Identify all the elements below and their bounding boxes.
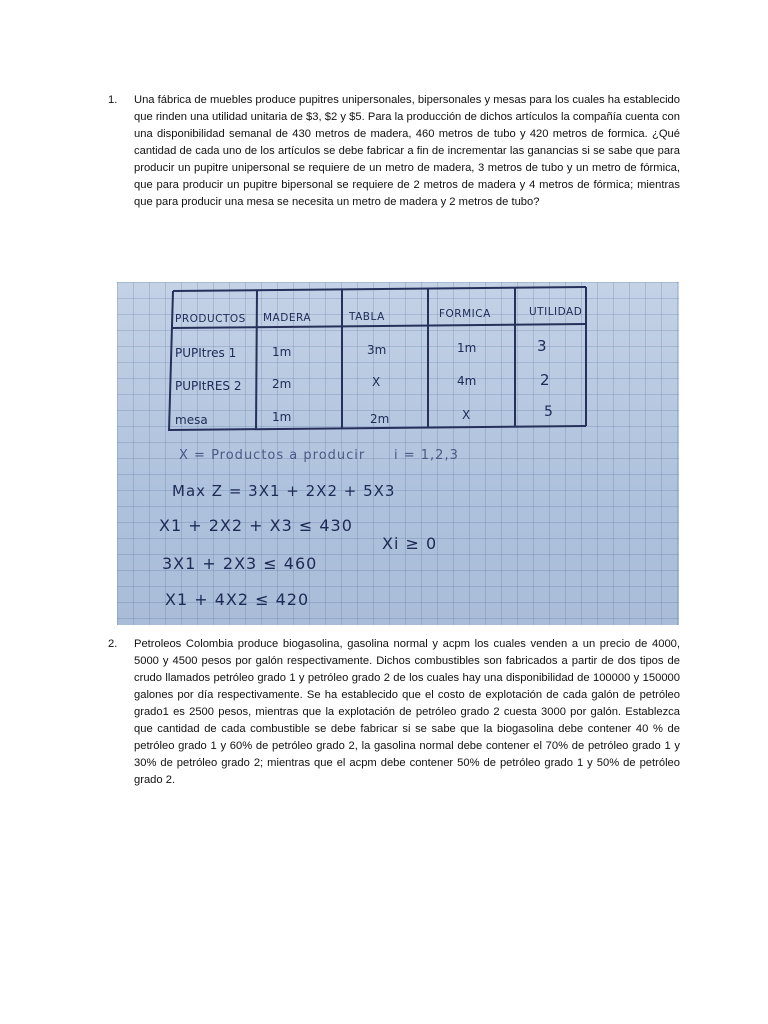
row-3-product: mesa (175, 413, 208, 427)
header-tabla: TABLA (349, 311, 385, 323)
header-formica: FORMICA (439, 308, 491, 320)
header-productos: PRODUCTOS (175, 313, 246, 325)
constraint-2: 3X1 + 2X3 ≤ 460 (162, 554, 318, 573)
row-2-madera: 2m (272, 377, 292, 391)
constraint-1: X1 + 2X2 + X3 ≤ 430 (159, 516, 353, 535)
row-1-product: PUPItres 1 (175, 346, 237, 360)
row-2-product: PUPItRES 2 (175, 379, 242, 393)
problem-1 (108, 92, 680, 211)
row-1-tabla: 3m (367, 343, 387, 357)
header-madera: MADERA (263, 312, 312, 324)
handwritten-solution-photo (117, 282, 679, 625)
problem-1-text: Una fábrica de muebles produce pupitres unipersonales, bipersonales y mesas para los cuales ha establecido que rinden una utilidad unitaria de $3, $2 y $5. Para la producción de dichos artículos la compañía cuenta con una disponibilidad semanal de 430 metros de madera, 460 metros de tubo y 420 metros de formica. ¿Qué cantidad de cada uno de los artículos se debe fabricar a fin de incrementar las ganancias si se sabe que para producir un pupitre unipersonal se requiere de un metro de madera, 3 metros de tubo y un metro de fórmica, que para producir un pupitre bipersonal se requiere de 2 metros de madera y 4 metros de fórmica; mientras que para producir una mesa se necesita un metro de madera y 2 metros de tubo? (134, 94, 680, 208)
row-3-formica: X (462, 408, 471, 422)
header-utilidad: UTILIDAD (529, 306, 583, 318)
problem-2 (108, 636, 680, 789)
constraint-3: X1 + 4X2 ≤ 420 (165, 590, 310, 609)
non-negativity: Xi ≥ 0 (382, 534, 438, 553)
row-3-madera: 1m (272, 410, 292, 424)
row-3-utilidad: 5 (544, 404, 553, 420)
index-range: i = 1,2,3 (394, 448, 459, 463)
row-1-utilidad: 3 (537, 337, 547, 355)
row-2-formica: 4m (457, 374, 477, 388)
problem-2-text: Petroleos Colombia produce biogasolina, gasolina normal y acpm los cuales venden a un precio de 4000, 5000 y 4500 pesos por galón respectivamente. Dichos combustibles son fabricados a partir de dos tipos de crudo llamados petróleo grado 1 y petróleo grado 2 de los cuales hay una disponibilidad de 100000 y 150000 galones por día respectivamente. Se ha establecido que el costo de explotación de cada galón de petróleo grado1 es 2500 pesos, mientras que la explotación de petróleo grado 2 cuesta 3000 por galón. Establezca que cantidad de cada combustible se debe fabricar si se sabe que la biogasolina debe contener 40 % de petróleo grado 1 y 60% de petróleo grado 2, la gasolina normal debe contener el 70% de petróleo grado 1 y 30% de petróleo grado 2; mientras que el acpm debe contener 50% de petróleo grado 1 y 50% de petróleo grado 2. (134, 638, 680, 786)
variable-definition: X = Productos a producir (179, 448, 366, 463)
row-2-tabla: X (372, 375, 381, 389)
problem-1-number: 1. (108, 94, 118, 106)
problem-2-number: 2. (108, 638, 118, 650)
row-1-formica: 1m (457, 341, 477, 355)
objective-function: Max Z = 3X1 + 2X2 + 5X3 (172, 482, 396, 500)
row-3-tabla: 2m (370, 412, 390, 426)
row-1-madera: 1m (272, 345, 292, 359)
row-2-utilidad: 2 (540, 371, 550, 389)
